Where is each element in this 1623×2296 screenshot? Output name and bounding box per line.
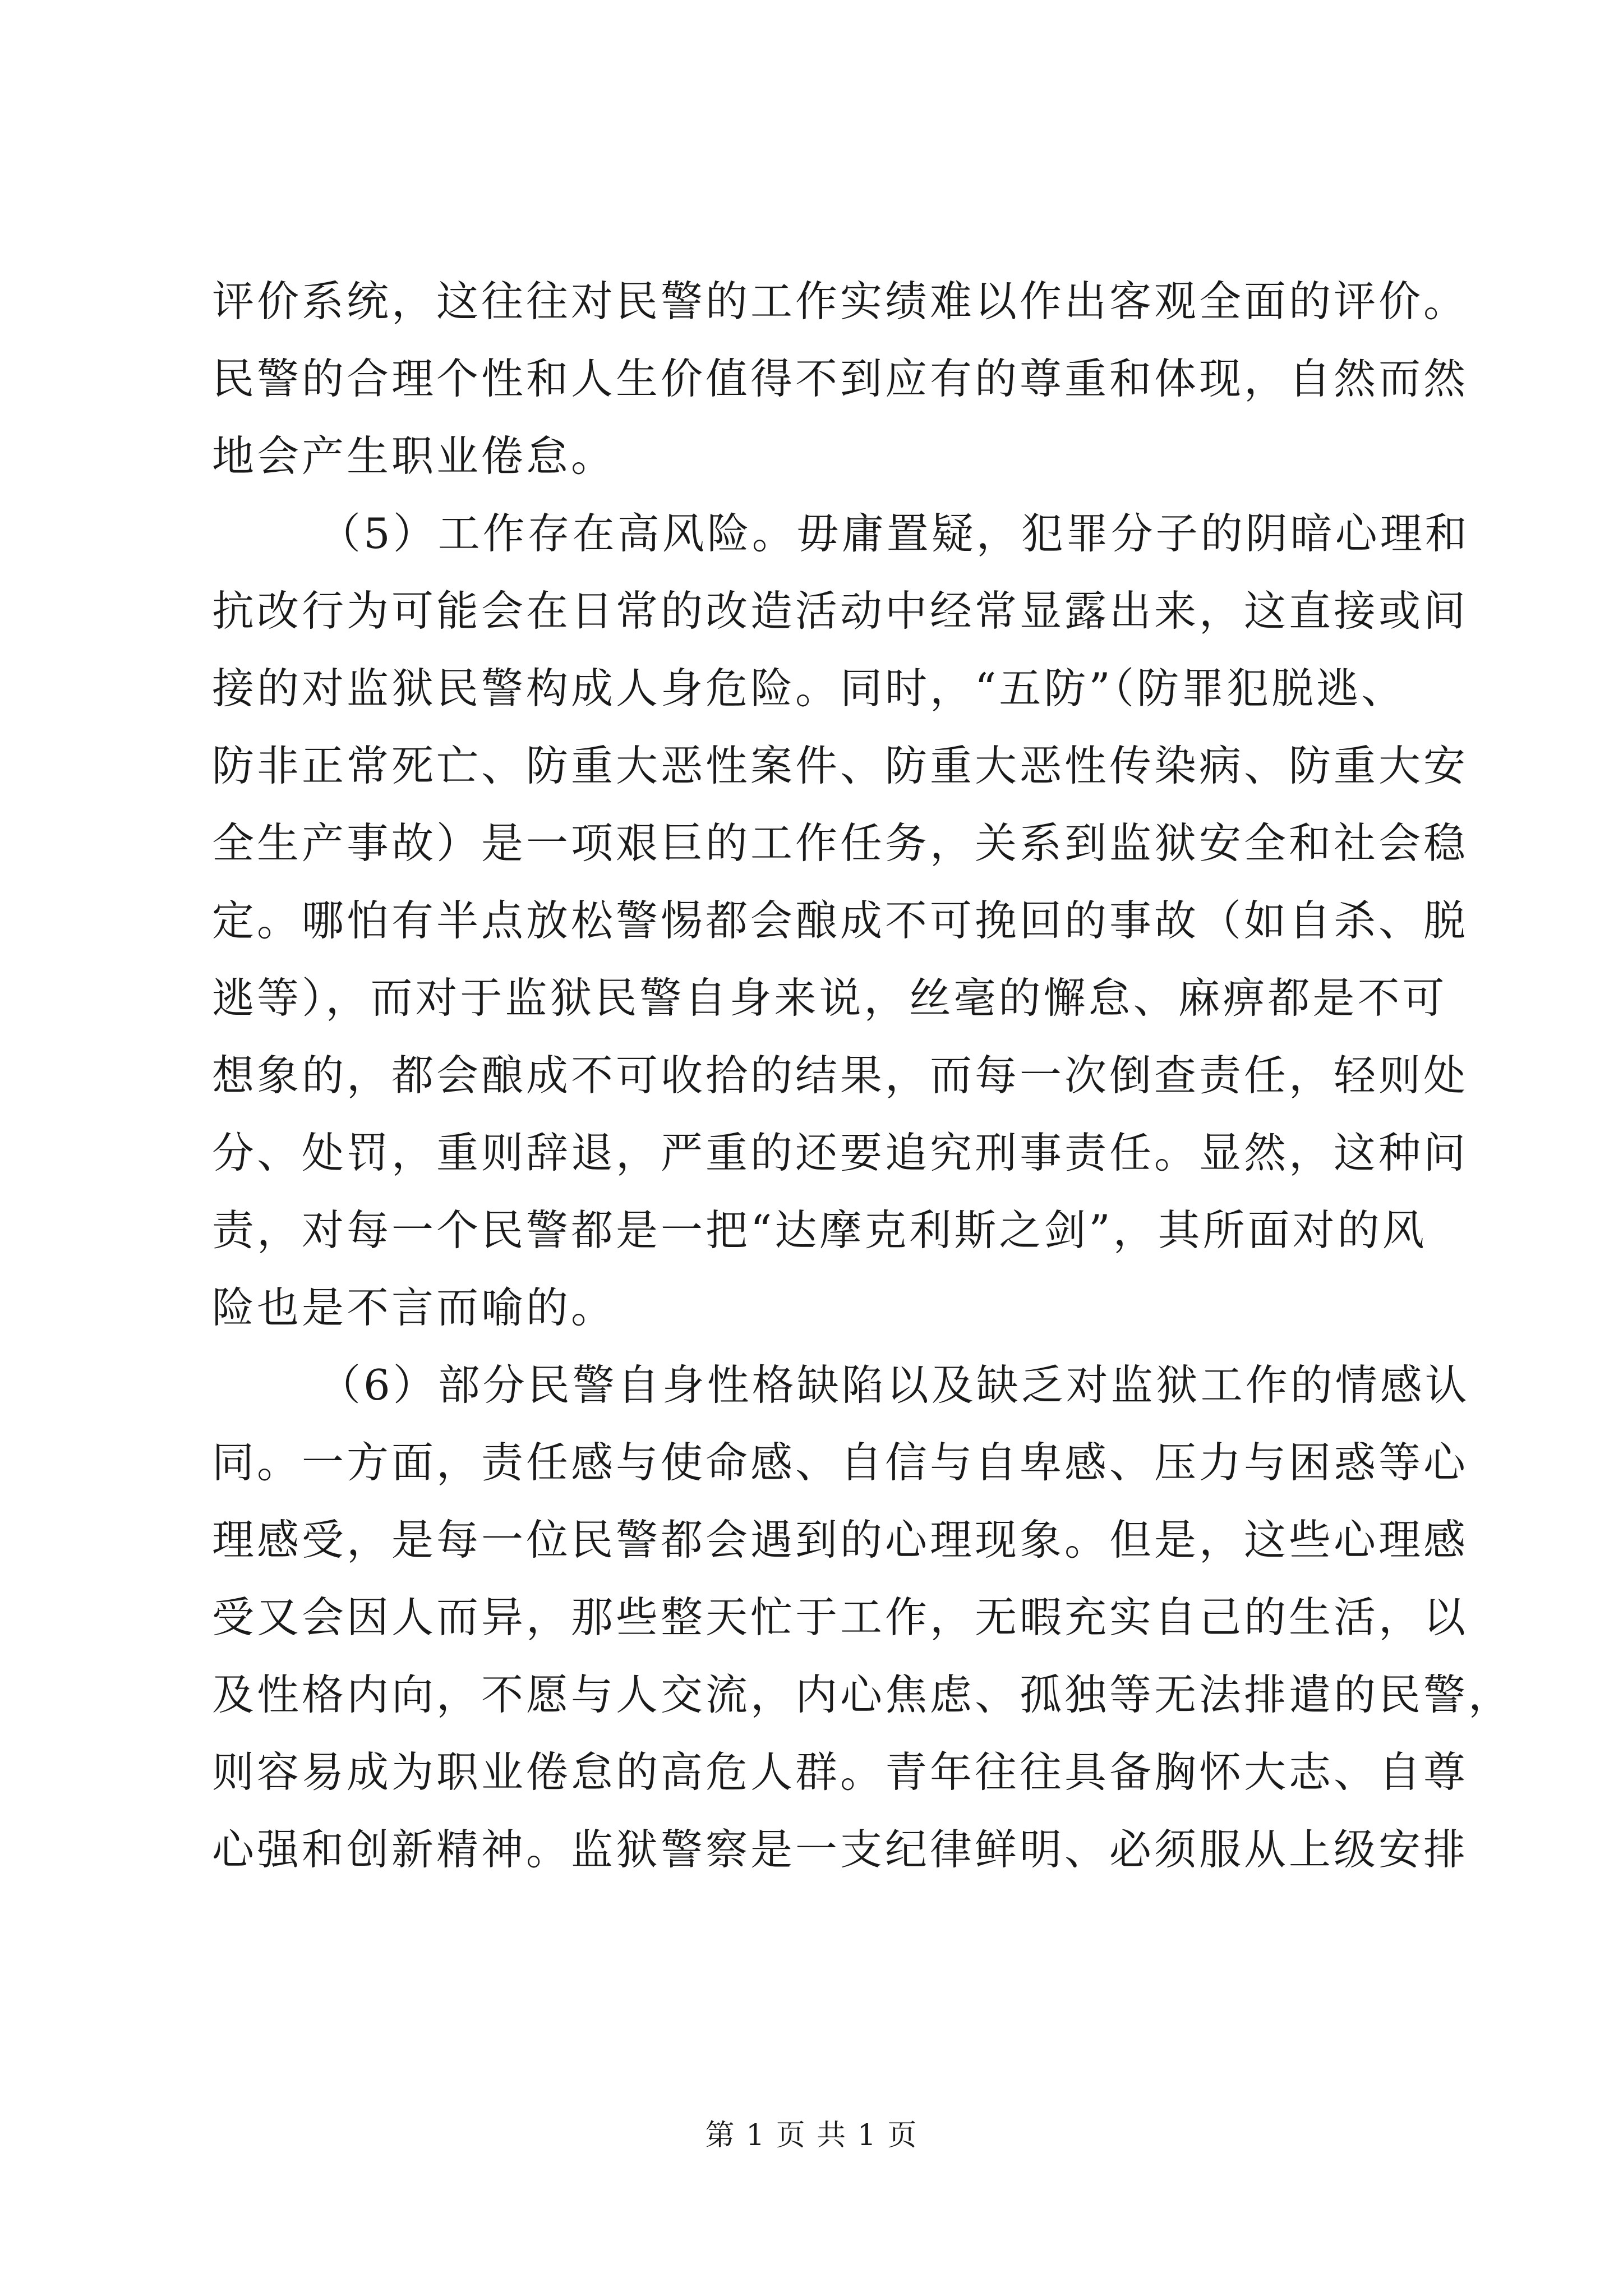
paragraph-start-line: （5）工作存在高风险。毋庸置疑，犯罪分子的阴暗心理和 — [319, 509, 1470, 558]
page-footer: 第 1 页 共 1 页 — [705, 2119, 918, 2152]
text-line: 防非正常死亡、防重大恶性案件、防重大恶性传染病、防重大安 — [212, 741, 1469, 790]
text-line: 想象的，都会酿成不可收拾的结果，而每一次倒查责任，轻则处 — [212, 1051, 1469, 1100]
body-text — [212, 263, 1514, 1888]
text-line: 地会产生职业倦怠。 — [212, 431, 616, 481]
text-line: 民警的合理个性和人生价值得不到应有的尊重和体现，自然而然 — [212, 354, 1469, 403]
text-line: 逃等），而对于监狱民警自身来说，丝毫的懈怠、麻痹都是不可 — [212, 973, 1447, 1023]
text-line: 责，对每一个民警都是一把“达摩克利斯之剑”，其所面对的风 — [212, 1205, 1427, 1255]
text-line: 接的对监狱民警构成人身危险。同时，“五防”（防罪犯脱逃、 — [212, 664, 1407, 713]
paragraph-start-line: （6）部分民警自身性格缺陷以及缺乏对监狱工作的情感认 — [319, 1360, 1470, 1410]
text-line: 分、处罚，重则辞退，严重的还要追究刑事责任。显然，这种问 — [212, 1128, 1469, 1177]
text-line: 心强和创新精神。监狱警察是一支纪律鲜明、必须服从上级安排 — [212, 1825, 1469, 1874]
text-line: 评价系统，这往往对民警的工作实绩难以作出客观全面的评价。 — [212, 277, 1469, 326]
text-line: 则容易成为职业倦怠的高危人群。青年往往具备胸怀大志、自尊 — [212, 1747, 1469, 1797]
text-line: 全生产事故）是一项艰巨的工作任务，关系到监狱安全和社会稳 — [212, 818, 1469, 868]
text-line: 险也是不言而喻的。 — [212, 1283, 616, 1332]
text-line: 受又会因人而异，那些整天忙于工作，无暇充实自己的生活，以 — [212, 1593, 1469, 1642]
text-line: 理感受，是每一位民警都会遇到的心理现象。但是，这些心理感 — [212, 1515, 1469, 1565]
text-line: 定。哪怕有半点放松警惕都会酿成不可挽回的事故（如自杀、脱 — [212, 896, 1469, 945]
text-line: 及性格内向，不愿与人交流，内心焦虑、孤独等无法排遣的民警， — [212, 1670, 1514, 1719]
text-line: 抗改行为可能会在日常的改造活动中经常显露出来，这直接或间 — [212, 586, 1469, 636]
text-line: 同。一方面，责任感与使命感、自信与自卑感、压力与困惑等心 — [212, 1438, 1469, 1487]
